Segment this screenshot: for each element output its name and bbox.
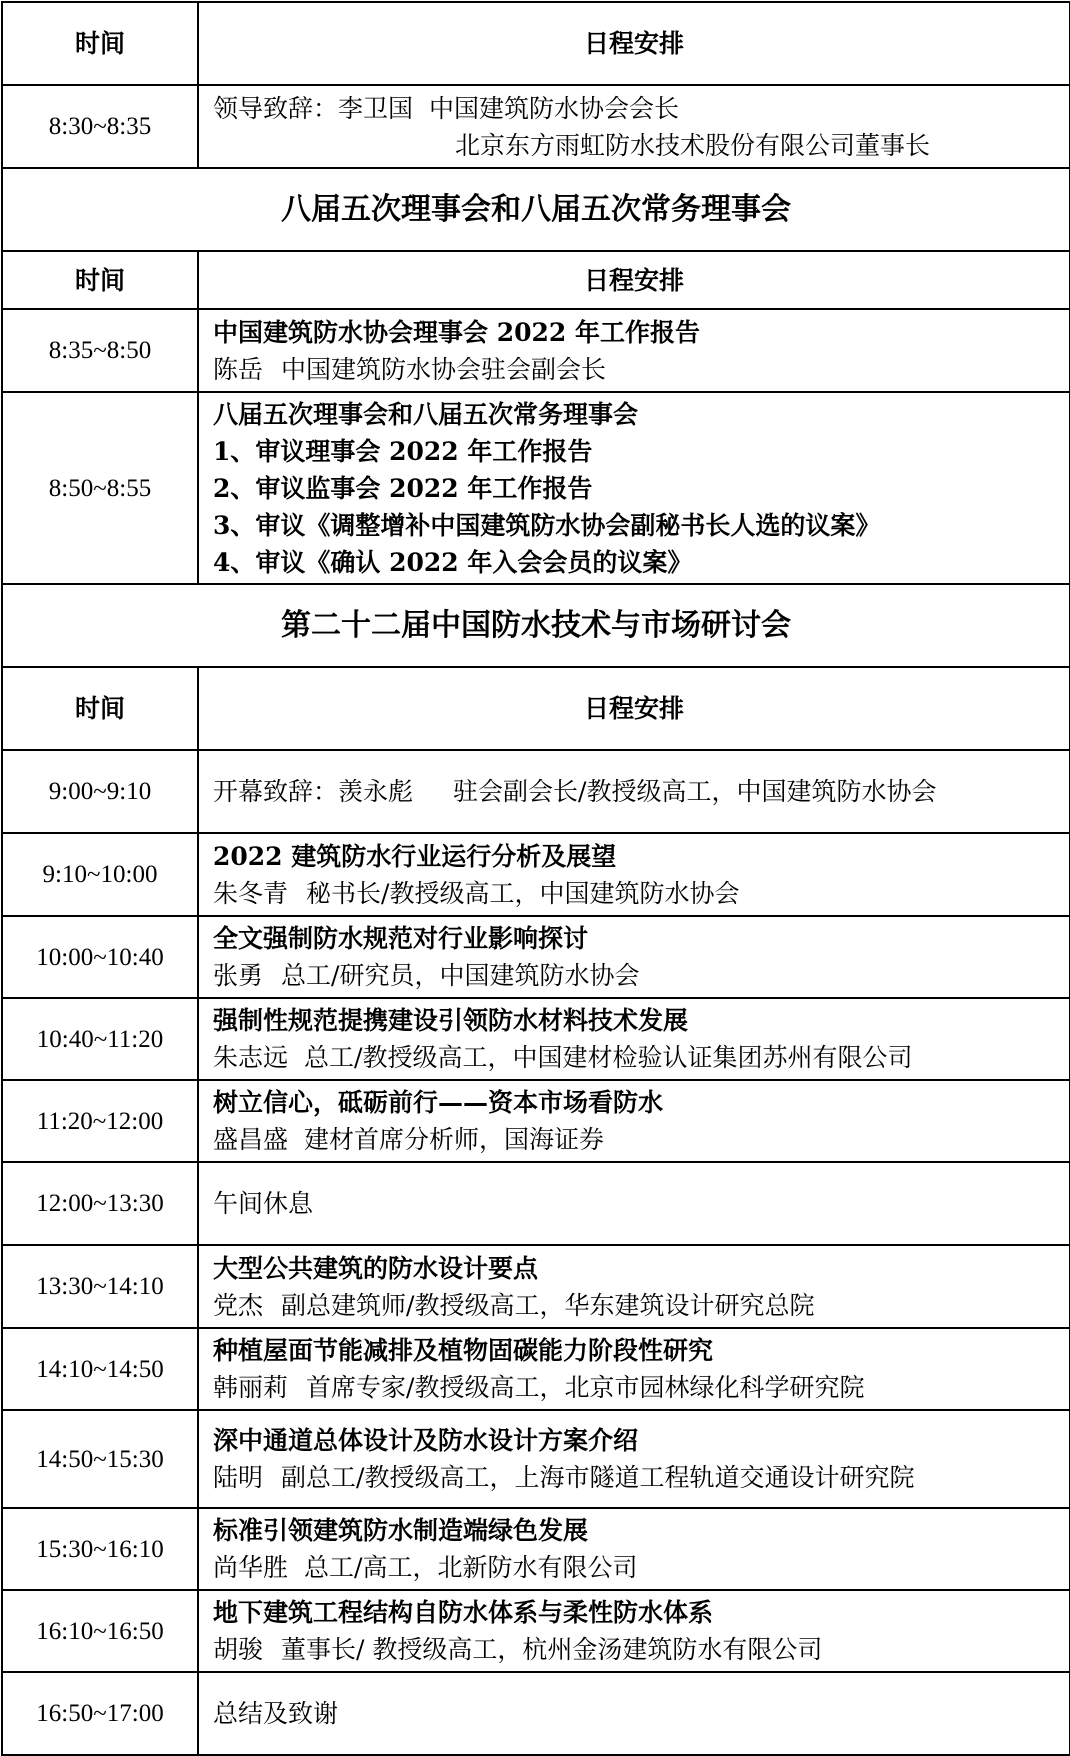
time-cell: 9:00~9:10	[2, 750, 198, 833]
speaker-line	[213, 1369, 1059, 1406]
table-row	[2, 998, 1070, 1080]
time-cell: 8:30~8:35	[2, 85, 198, 168]
speaker-name: 张勇	[213, 961, 264, 990]
speaker-name: 朱冬青	[213, 878, 289, 908]
speaker-line	[213, 1459, 1059, 1496]
header-schedule: 日程安排	[198, 2, 1070, 85]
opening-label: 领导致辞：李卫国	[213, 93, 414, 123]
table-row	[2, 1590, 1070, 1672]
talk-title: 标准引领建筑防水制造端绿色发展	[213, 1516, 589, 1545]
talk-title: 全文强制防水规范对行业影响探讨	[213, 924, 589, 953]
speaker-role: 首席专家/教授级高工，北京市园林绿化科学研究院	[306, 1373, 865, 1402]
section-title-row	[2, 168, 1070, 251]
speaker-role: 总工/教授级高工，中国建材检验认证集团苏州有限公司	[304, 1043, 913, 1072]
speaker-name: 尚华胜	[213, 1553, 289, 1582]
speaker-role: 副总建筑师/教授级高工，华东建筑设计研究总院	[281, 1290, 815, 1320]
schedule-cell	[198, 1328, 1070, 1410]
time-cell: 8:50~8:55	[2, 392, 198, 584]
table-row	[2, 1245, 1070, 1328]
speaker-line	[213, 875, 1059, 912]
speaker-name: 陆明	[213, 1463, 264, 1492]
time-cell: 13:30~14:10	[2, 1245, 198, 1328]
speaker-role: 副总工/教授级高工，上海市隧道工程轨道交通设计研究院	[281, 1463, 915, 1492]
time-cell: 11:20~12:00	[2, 1080, 198, 1162]
section-title: 第二十二届中国防水技术与市场研讨会	[2, 584, 1070, 667]
table-row	[2, 750, 1070, 833]
opening-org-2: 北京东方雨虹防水技术股份有限公司董事长	[455, 130, 931, 160]
speaker-line	[213, 1121, 1059, 1158]
speaker-name: 陈岳	[213, 354, 264, 384]
schedule-cell	[198, 1590, 1070, 1672]
schedule-cell	[198, 998, 1070, 1080]
agenda-item: 3、审议《调整增补中国建筑防水协会副秘书长人选的议案》	[213, 510, 881, 540]
schedule-cell	[198, 85, 1070, 168]
speaker-name: 朱志远	[213, 1043, 289, 1072]
talk-title: 2022 建筑防水行业运行分析及展望	[213, 841, 617, 871]
time-cell: 16:10~16:50	[2, 1590, 198, 1672]
talk-title: 种植屋面节能减排及植物固碳能力阶段性研究	[213, 1336, 714, 1365]
time-cell: 15:30~16:10	[2, 1508, 198, 1590]
speaker-line	[213, 351, 1059, 388]
schedule-cell	[198, 309, 1070, 392]
schedule-cell	[198, 1162, 1070, 1245]
speaker-name: 盛昌盛	[213, 1125, 289, 1154]
header-time: 时间	[2, 251, 198, 309]
speaker-role: 总工/高工，北新防水有限公司	[304, 1553, 638, 1582]
speaker-name: 胡骏	[213, 1635, 264, 1664]
schedule-cell	[198, 1080, 1070, 1162]
agenda-item: 八届五次理事会和八届五次常务理事会	[213, 399, 639, 429]
time-cell: 14:50~15:30	[2, 1410, 198, 1508]
opening-speech-role: 驻会副会长/教授级高工，中国建筑防水协会	[453, 777, 937, 806]
speaker-role: 董事长/ 教授级高工，杭州金汤建筑防水有限公司	[281, 1635, 823, 1664]
speaker-line	[213, 957, 1059, 994]
schedule-cell	[198, 1508, 1070, 1590]
table-row	[2, 833, 1070, 916]
time-cell: 12:00~13:30	[2, 1162, 198, 1245]
table-row	[2, 1672, 1070, 1755]
break-label: 午间休息	[213, 1189, 314, 1218]
schedule-cell	[198, 833, 1070, 916]
talk-title: 中国建筑防水协会理事会 2022 年工作报告	[213, 317, 700, 347]
table-row	[2, 1410, 1070, 1508]
section-title-row	[2, 584, 1070, 667]
speaker-line	[213, 1287, 1059, 1324]
talk-title: 强制性规范提携建设引领防水材料技术发展	[213, 1006, 689, 1035]
header-time: 时间	[2, 667, 198, 750]
talk-title: 深中通道总体设计及防水设计方案介绍	[213, 1426, 639, 1455]
schedule-cell	[198, 1672, 1070, 1755]
schedule-cell	[198, 392, 1070, 584]
agenda-item: 2、审议监事会 2022 年工作报告	[213, 473, 593, 503]
opening-line-1	[213, 90, 1059, 127]
speaker-role: 总工/研究员，中国建筑防水协会	[281, 961, 640, 990]
time-cell: 14:10~14:50	[2, 1328, 198, 1410]
table-row	[2, 1508, 1070, 1590]
schedule-cell	[198, 1410, 1070, 1508]
time-cell: 16:50~17:00	[2, 1672, 198, 1755]
talk-title: 树立信心，砥砺前行——资本市场看防水	[213, 1088, 664, 1117]
speaker-role: 建材首席分析师，国海证券	[304, 1125, 605, 1154]
schedule-cell	[198, 750, 1070, 833]
agenda-item: 1、审议理事会 2022 年工作报告	[213, 436, 593, 466]
table-row	[2, 1080, 1070, 1162]
speaker-line	[213, 1039, 1059, 1076]
speaker-name: 韩丽莉	[213, 1373, 289, 1402]
speaker-role: 中国建筑防水协会驻会副会长	[281, 354, 607, 384]
header-schedule: 日程安排	[198, 667, 1070, 750]
speaker-line	[213, 1549, 1059, 1586]
table-row	[2, 1328, 1070, 1410]
schedule-cell	[198, 1245, 1070, 1328]
time-cell: 10:40~11:20	[2, 998, 198, 1080]
speaker-name: 党杰	[213, 1290, 264, 1320]
time-cell: 9:10~10:00	[2, 833, 198, 916]
agenda-table	[1, 1, 1070, 1756]
talk-title: 地下建筑工程结构自防水体系与柔性防水体系	[213, 1598, 714, 1627]
time-cell: 8:35~8:50	[2, 309, 198, 392]
opening-speech-label: 开幕致辞：羡永彪	[213, 777, 414, 806]
header-row	[2, 667, 1070, 750]
header-row	[2, 251, 1070, 309]
opening-speech-line	[213, 773, 1059, 810]
table-row	[2, 309, 1070, 392]
opening-org-1: 中国建筑防水协会会长	[429, 93, 680, 123]
speaker-role: 秘书长/教授级高工，中国建筑防水协会	[306, 878, 740, 908]
schedule-cell	[198, 916, 1070, 998]
header-schedule: 日程安排	[198, 251, 1070, 309]
header-time: 时间	[2, 2, 198, 85]
table-row	[2, 1162, 1070, 1245]
talk-title: 大型公共建筑的防水设计要点	[213, 1253, 539, 1283]
closing-label: 总结及致谢	[213, 1699, 339, 1728]
section-title: 八届五次理事会和八届五次常务理事会	[2, 168, 1070, 251]
table-row	[2, 392, 1070, 584]
header-row	[2, 2, 1070, 85]
table-row	[2, 916, 1070, 998]
speaker-line	[213, 1631, 1059, 1668]
table-row	[2, 85, 1070, 168]
time-cell: 10:00~10:40	[2, 916, 198, 998]
agenda-item: 4、审议《确认 2022 年入会会员的议案》	[213, 547, 693, 577]
